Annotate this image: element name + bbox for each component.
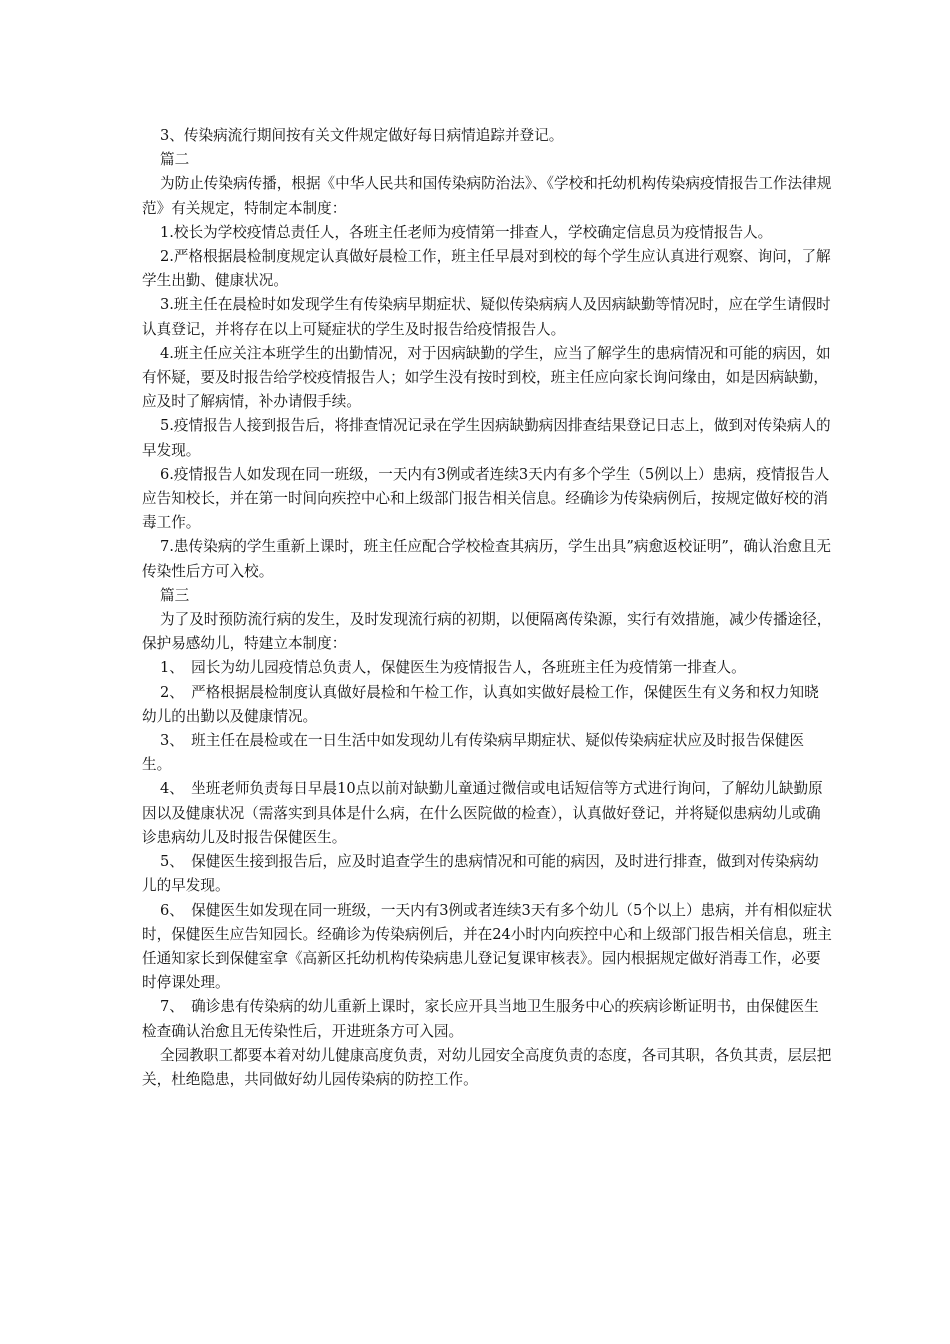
section-heading-part-2: 篇二	[160, 151, 190, 169]
paragraph-rule-4: 4.班主任应关注本班学生的出勤情况，对于因病缺勤的学生，应当了解学生的患病情况和可能的病因，如有怀疑，要及时报告给学校疫情报告人；如学生没有按时到校，班主任应向家长询问缘由，如是因病缺勤，应及时了解病情，补办请假手续。	[142, 344, 831, 411]
paragraph-intro-part-3: 为了及时预防流行病的发生，及时发现流行病的初期，以便隔离传染源，实行有效措施，减少传播途径，保护易感幼儿，特建立本制度：	[142, 611, 832, 653]
paragraph-item-3b: 3、 班主任在晨检或在一日生活中如发现幼儿有传染病早期症状、疑似传染病症状应及时报告保健医生。	[142, 732, 805, 774]
paragraph-rule-7: 7.患传染病的学生重新上课时，班主任应配合学校检查其病历，学生出具”病愈返校证明”，确认治愈且无传染性后方可入校。	[142, 538, 831, 580]
paragraph-rule-2: 2.严格根据晨检制度规定认真做好晨检工作，班主任早晨对到校的每个学生应认真进行观察、询问，了解学生出勤、健康状况。	[142, 248, 831, 290]
paragraph-rule-5: 5.疫情报告人接到报告后，将排查情况记录在学生因病缺勤病因排查结果登记日志上，做到对传染病人的早发现。	[142, 417, 831, 459]
paragraph-item-6: 6、 保健医生如发现在同一班级，一天内有3例或者连续3天有多个幼儿（5个以上）患病，并有相似症状时，保健医生应告知园长。经确诊为传染病例后，并在24小时内向疾控中心和上级部门报告相关信息，班主任通知家长到保健室拿《高新区托幼机构传染病患儿登记复课审核表》。园内根据规定做好消毒工作，必要时停课处理。	[142, 901, 832, 992]
paragraph-item-1: 1、 园长为幼儿园疫情总负责人，保健医生为疫情报告人，各班班主任为疫情第一排查人。	[160, 659, 746, 677]
paragraph-rule-3: 3.班主任在晨检时如发现学生有传染病早期症状、疑似传染病病人及因病缺勤等情况时，应在学生请假时认真登记，并将存在以上可疑症状的学生及时报告给疫情报告人。	[142, 296, 831, 338]
paragraph-rule-6: 6.疫情报告人如发现在同一班级，一天内有3例或者连续3天内有多个学生（5例以上）患病，疫情报告人应告知校长，并在第一时间向疾控中心和上级部门报告相关信息。经确诊为传染病例后，按规定做好校的消毒工作。	[142, 465, 830, 532]
paragraph-intro-part-2: 为防止传染病传播，根据《中华人民共和国传染病防治法》、《学校和托幼机构传染病疫情报告工作法律规范》有关规定，特制定本制度：	[142, 175, 832, 217]
paragraph-conclusion: 全园教职工都要本着对幼儿健康高度负责，对幼儿园安全高度负责的态度，各司其职，各负其责，层层把关，杜绝隐患，共同做好幼儿园传染病的防控工作。	[142, 1046, 832, 1088]
paragraph-item-5: 5、 保健医生接到报告后，应及时追查学生的患病情况和可能的病因，及时进行排查，做到对传染病幼儿的早发现。	[142, 853, 819, 895]
paragraph-item-3: 3、传染病流行期间按有关文件规定做好每日病情追踪并登记。	[160, 127, 564, 144]
paragraph-rule-1: 1.校长为学校疫情总责任人，各班主任老师为疫情第一排查人，学校确定信息员为疫情报告人。	[160, 223, 773, 241]
document-body	[142, 124, 832, 1092]
section-heading-part-3: 篇三	[160, 586, 190, 604]
paragraph-item-4: 4、 坐班老师负责每日早晨10点以前对缺勤儿童通过微信或电话短信等方式进行询问，了解幼儿缺勤原因以及健康状况（需落实到具体是什么病，在什么医院做的检查），认真做好登记，并将疑似患病幼儿或确诊患病幼儿及时报告保健医生。	[142, 780, 823, 846]
paragraph-item-7: 7、 确诊患有传染病的幼儿重新上课时，家长应开具当地卫生服务中心的疾病诊断证明书，由保健医生检查确认治愈且无传染性后，开进班条方可入园。	[142, 998, 819, 1040]
paragraph-item-2: 2、 严格根据晨检制度认真做好晨检和午检工作，认真如实做好晨检工作，保健医生有义务和权力知晓幼儿的出勤以及健康情况。	[142, 683, 819, 725]
